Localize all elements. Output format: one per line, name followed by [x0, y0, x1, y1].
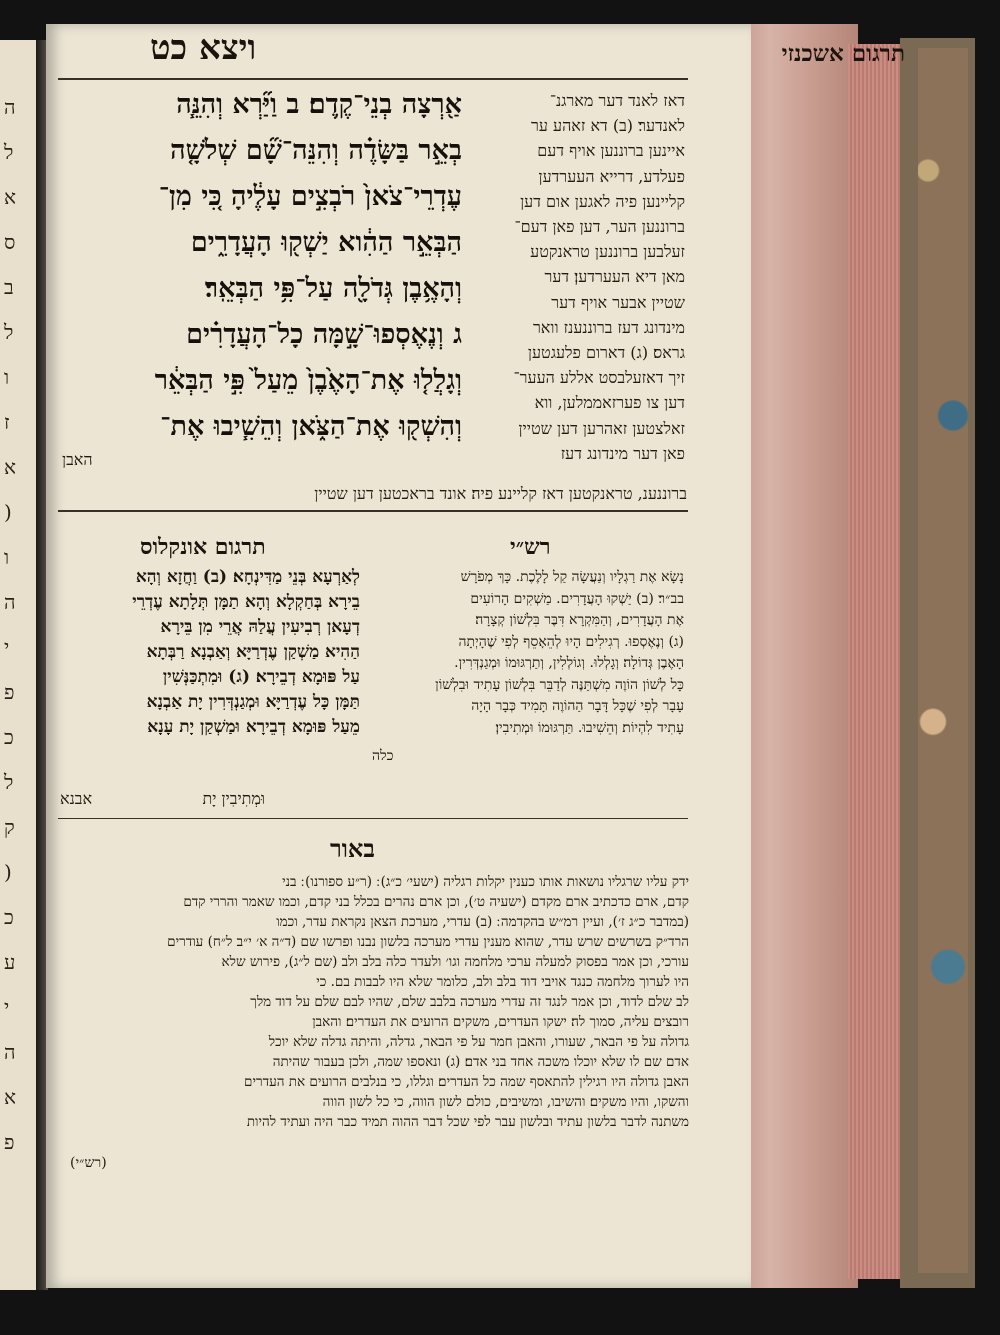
bible-verse-line: הַבְּאֵ֣ר הַהִ֔וא יַשְׁק֖וּ הָעֲדָרִ֑ים [190, 227, 462, 258]
rashi-catchword: כלה [372, 748, 394, 764]
biur-commentary [64, 872, 689, 1132]
german-translation-continuation: ברוננענ, טראנקטען דאז קליינע פיה׃ אונד בראכטען דען שטיין [314, 484, 687, 503]
onkelos-catchline [60, 789, 360, 809]
biur-line: והשקו, והיו משקים׃ והשיבו, ומשיבים, כולם לשון הווה, כי כל לשון הווה [322, 1094, 689, 1110]
translation-line: זיך דאזעלבסט אללע העער־ [513, 368, 685, 388]
bible-verse-line: וְהָאֶ֥בֶן גְּדֹלָ֖ה עַל־פִּ֥י הַבְּאֵֽר׃ [204, 273, 462, 304]
translation-line: גראס׃ (ג) דארום פלעגטען [527, 343, 685, 363]
facing-page-letter: ו [4, 365, 10, 389]
biur-line: רובצים עליה, סמוך לה׃ ישקו העדרים, משקים הרועים את העדרים׃ והאבן [312, 1014, 689, 1030]
rashi-title: רש״י [510, 534, 551, 560]
facing-page-letter: א [4, 185, 17, 209]
header-rule [58, 78, 688, 80]
facing-page-letter: א [4, 1085, 17, 1109]
onkelos-line: לְאַרְעָא בְּנֵי מַדִּינְחָא׃ (ב) וַחֲזָא וְהָא [135, 567, 360, 587]
bible-verse-line: בְאֵ֣ר בַּשָּׂדֶ֗ה וְהִנֵּה־שָׁ֞ם שְׁלֹשָׁ֤ה [170, 135, 462, 166]
facing-page-letter: י [4, 635, 10, 659]
facing-page-letter: ל [4, 140, 14, 164]
biur-line: היו לערוך מלחמה כנגד אויבי דוד בלב ולב, כלומר שלא היו לבבות בם. כי [316, 974, 689, 990]
biur-line: משתנה לדבר בלשון עתיד ובלשון עבר לפי שכל דבר ההוה תמיד כבר היה ועתיד להיות [246, 1114, 689, 1130]
translation-line: דען צו פערזאממלען, ווא [534, 393, 685, 413]
page-block-edge [748, 24, 858, 1288]
translation-line: קליינען פיה לאגען אום דען [520, 191, 685, 211]
biur-line: ידק עליו שרגליו נושאות אותו כענין יקלות רגליה (ישעי׳ כ״ג) ׃ (ר״ע ספורנו) ׃ בני [282, 874, 689, 890]
translation-line: דאז לאנד דער מארגנ־ [549, 91, 685, 110]
running-header-right: תרגום אשכנזי [781, 40, 905, 67]
facing-page-letter: ע [4, 950, 16, 974]
facing-page-letter: י [4, 995, 10, 1019]
facing-page-letter: ( [4, 860, 12, 884]
biur-line: קדם, ארם כדכתיב ארם מקדם (ישעיה ט׳), וכן ארם נהרים בכלל בני קדם, וכמו שאמר והררי קדם [183, 894, 689, 910]
biur-footnote: (רש״י) [70, 1155, 107, 1171]
onkelos-catchword-left: אבנא [60, 789, 93, 808]
rashi-line: עָבָר לְפִי שֶׁכָּל דָּבָר הַהוֹוֶה תָּמִיד כְּבָר הָיָה [471, 698, 684, 714]
facing-page-letter: ל [4, 320, 14, 344]
bible-verse-line: אַ֖רְצָה בְנֵי־קֶֽדֶם׃ ב וַיַּ֞רְא וְהִנֵּ֧ה [176, 89, 462, 120]
translation-line: מאן דיא העערדען׃ דער [544, 267, 685, 287]
bible-verse-line: ג וְנֶאֶסְפוּ־שָׁ֣מָּה כָל־הָעֲדָרִ֗ים [186, 319, 462, 350]
rashi-line: הָאֶבֶן גְּדוֹלָה׃ וְגָלְלוּ. וְגוֹלְלִין, וְתַרְגּוּמוֹ וּמְגַנְדְּרִין. [454, 655, 684, 671]
marbled-cover-pattern [918, 48, 968, 1273]
onkelos-line: מֵעַל פּוּמָא דְבֵירָא וּמַשְׁקַן יָת עָנָא [147, 717, 360, 737]
biur-title: באור [330, 834, 375, 863]
rashi-line: כָּל לְשׁוֹן הוֹוֶה מִשְׁתַּנֶּה לְדַבֵּר בִּלְשׁוֹן עָתִיד וּבִלְשׁוֹן [435, 676, 684, 693]
onkelos-line: בֵירָא בְּחַקְלָא וְהָא תַמָּן תְּלָתָא עֶדְרֵי [132, 592, 360, 612]
rashi-line: בב״ר׃ (ב) יַשְׁקוּ הָעֲדָרִים. מַשְׁקִים הָרוֹעִים [470, 590, 684, 607]
translation-line: זעלבען ברוננען טראנקטע [530, 242, 685, 262]
facing-page-letter: פ [4, 1130, 15, 1154]
running-header-left: ויצא כט [150, 28, 257, 68]
german-translation-column [455, 88, 685, 466]
facing-page-letter: ז [4, 410, 10, 434]
facing-page-letter: ב [4, 275, 14, 299]
rashi-line: עָתִיד לִהְיוֹת׃ וְהֵשִׁיבוּ. תַּרְגּוּמוֹ וּמְתִיבִין׃ [495, 719, 684, 736]
facing-page-letter: פ [4, 680, 15, 704]
facing-page-letter: ה [4, 95, 16, 119]
facing-page-letter: כ [4, 905, 14, 929]
facing-page-letter: ו [4, 545, 10, 569]
bible-verse-line: וְהִשְׁק֖וּ אֶת־הַצֹּ֑אן וְהֵשִׁ֧יבוּ אֶת־ [160, 411, 462, 442]
onkelos-line: עַל פּוּמָא דְבֵירָא׃ (ג) וּמִתְכַּנְּשִׁין [162, 667, 360, 687]
facing-page-letter: ק [4, 815, 15, 839]
facing-page-letter: כ [4, 725, 14, 749]
biur-line: הרד״ק בשרשים שרש עדר, שהוא מענין עדרי מערכה בלשון נבנו ופרשו שם (ד״ה א׳ י״ב ל״ח) עודרים [167, 934, 689, 950]
onkelos-targum [60, 565, 360, 740]
bible-catchword: האבן [62, 450, 93, 469]
translation-line: שטיין אבער אויף דער [551, 292, 685, 312]
translation-line: מינדונג דעז ברוננענז וואר [532, 317, 685, 337]
facing-page-letter: ל [4, 770, 14, 794]
facing-page-letter: ס [4, 230, 16, 254]
biur-line: עורכי, וכן אמר בפסוק למעלה ערכי מלחמה וגו׳ ולעדר כלה בלב ולב (שם ל״ג), פירוש שלא [221, 954, 689, 970]
translation-line: זאלצטען זאהרען דען שטיין [518, 418, 685, 438]
onkelos-line: הַהִיא מַשְׁקַן עֶדְרַיָּא וְאַבְנָא רַבְּתָא [146, 642, 360, 662]
biur-line: לב שלם לדוד, וכן אמר לנגד זה עדרי מערכה בלבב שלם, שהיו לבם שלם על דוד מלך [250, 994, 689, 1010]
biur-line: (במדבר כ״ג ז׳), ועיין רמ״ש בהקדמה ׃ (ב) עדרי, מערכת הצאן נקראת עדר, וכמו [276, 914, 689, 930]
translation-line: איינען ברוננען אויף דעם [537, 141, 685, 161]
translation-line: פאן דער מינדונג דעז [560, 443, 685, 463]
onkelos-title: תרגום אונקלוס [140, 534, 266, 560]
facing-page-letter: ה [4, 1040, 16, 1064]
rashi-line: אֶת הָעֲדָרִים, וְהַמִּקְרָא דִּבֶּר בִּלְשׁוֹן קְצָרָה׃ [475, 612, 684, 628]
onkelos-catchword-right: וּמְתִיבִין יָת [202, 789, 265, 808]
facing-page-edge [0, 40, 38, 1290]
facing-page-letter: ( [4, 500, 12, 524]
biur-rule [58, 818, 688, 819]
section-rule [58, 510, 688, 512]
biur-line: גדולה על פי הבאר, שעורו, והאבן חמר על פי הבאר, גדלה, והיתה גדלה שלא יוכל [268, 1034, 689, 1050]
bible-verse-line: וְגָלֲל֤וּ אֶת־הָאֶ֙בֶן֙ מֵעַל֙ פִּ֣י הַבְּאֵ֔ר [154, 365, 462, 396]
translation-line: לאנדער׃ (ב) דא זאהע ער [531, 116, 685, 136]
biur-line: האבן גדולה היו רגילין להתאסף שמה כל העדרים׃ וגללו, כי בנלבים הרועים את העדרים [244, 1074, 689, 1090]
rashi-line: (ג) וְנֶאֶסְפוּ. רְגִילִים הָיוּ לְהֵאָסֵף לְפִי שֶׁהָיְתָה [458, 633, 684, 650]
bible-verse-line: עֶדְרֵי־צֹאן֙ רֹבְצִ֣ים עָלֶ֔יהָ כִּ֚י מִן־ [158, 181, 462, 212]
rashi-commentary [372, 567, 684, 739]
translation-line: פעלדע, דרייא העערדען [538, 166, 685, 186]
facing-page-letter: ה [4, 590, 16, 614]
facing-page-letter: א [4, 455, 17, 479]
biur-line: אדם שם לו שלא יוכלו משכה אחד בני אדם׃ (ג) ונאספו שמה, ולכן בעבור שהיתה [272, 1054, 689, 1070]
translation-line: ברוננען הער, דען פאן דעם־ [514, 217, 685, 237]
rashi-line: נָשָׂא אֶת רַגְלָיו וְנַעֲשָׂה קַל לָלֶכֶת. כָּךְ מְפֹרָשׁ [460, 569, 684, 585]
bible-text [62, 82, 462, 450]
onkelos-line: תַּמָּן כָּל עֶדְרַיָּא וּמְגַנְדְּרִין יָת אַבְנָא [146, 692, 360, 712]
onkelos-line: דְעָאן רְבִיעִין עֲלַהּ אֲרֵי מִן בֵּירָא [160, 617, 360, 637]
